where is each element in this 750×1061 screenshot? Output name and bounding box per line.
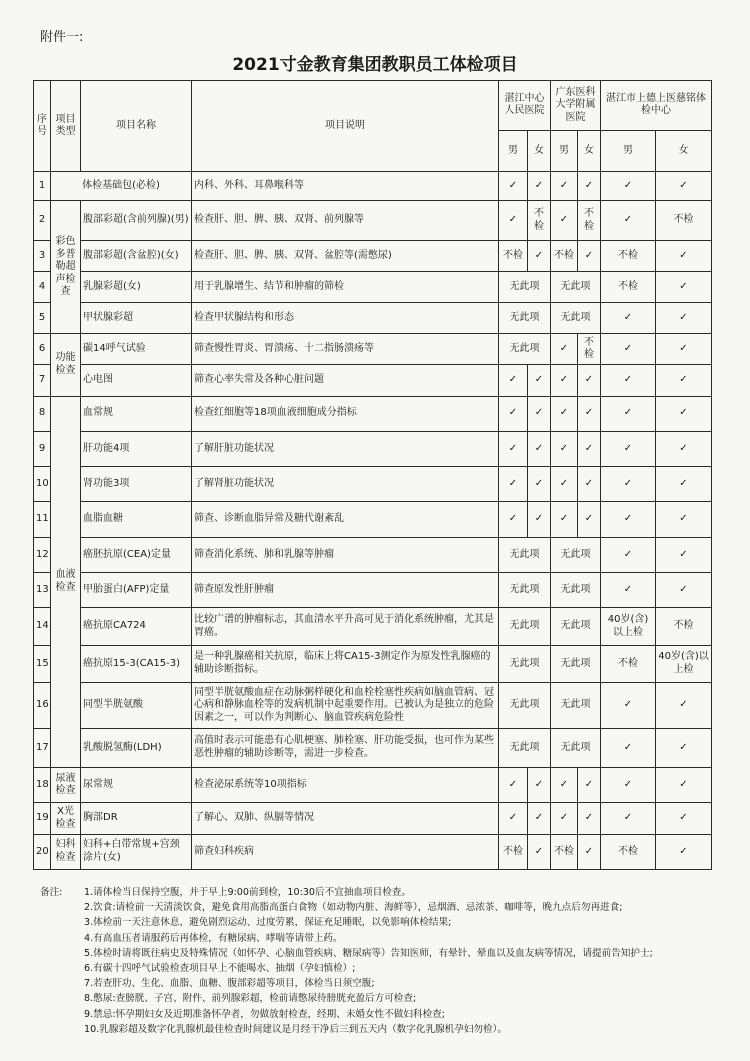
item-description: 筛查原发性肝肿瘤 xyxy=(192,573,499,608)
table-row xyxy=(34,396,712,431)
hospital-3-male: 不检 xyxy=(601,240,656,271)
item-description: 用于乳腺增生、结节和肿瘤的筛检 xyxy=(192,271,499,302)
notes-indent xyxy=(40,900,84,915)
hospital-3-male: ✓ xyxy=(601,334,656,365)
row-number: 18 xyxy=(34,768,51,803)
hospital-1-female: 不检 xyxy=(528,201,551,240)
note-item xyxy=(40,961,720,976)
hospital-1-value: 无此项 xyxy=(499,334,551,365)
hospital-3-female: 不检 xyxy=(656,608,712,645)
hospital-1-value: 无此项 xyxy=(499,271,551,302)
item-description: 筛查慢性胃炎、胃溃疡、十二指肠溃疡等 xyxy=(192,334,499,365)
hospital-1-female: ✓ xyxy=(528,467,551,502)
item-description: 检查甲状腺结构和形态 xyxy=(192,303,499,334)
hospital-2-male: ✓ xyxy=(551,334,578,365)
table-row xyxy=(34,240,712,271)
row-number: 1 xyxy=(34,172,51,201)
note-text: 7.若查肝功、生化、血脂、血糖、腹部彩超等项目，体检当日须空腹; xyxy=(84,978,375,990)
hospital-2-female: ✓ xyxy=(578,502,601,537)
hospital-2-female: ✓ xyxy=(578,240,601,271)
table-row xyxy=(34,645,712,682)
table-row xyxy=(34,728,712,767)
hospital-3-female: ✓ xyxy=(656,573,712,608)
note-text: 1.请体检当日保持空腹，并于早上9:00前到检，10:30后不宜抽血项目检查。 xyxy=(84,887,411,898)
hospital-1-male: ✓ xyxy=(499,365,528,396)
hospital-3-male: ✓ xyxy=(601,396,656,431)
item-name: 癌抗原CA724 xyxy=(81,608,192,645)
notes-indent xyxy=(40,946,84,961)
item-name: 甲状腺彩超 xyxy=(81,303,192,334)
note-item xyxy=(40,885,720,900)
hospital-3-male: ✓ xyxy=(601,172,656,201)
category-c19: X光检查 xyxy=(51,803,81,834)
note-text: 9.禁忌:怀孕期妇女及近期准备怀孕者，勿做放射检查，经期、未婚女性不做妇科检查; xyxy=(84,1008,445,1020)
row-number: 16 xyxy=(34,683,51,729)
hospital-2-female: 不检 xyxy=(578,334,601,365)
table-row xyxy=(34,573,712,608)
hospital-3-male: ✓ xyxy=(601,573,656,608)
hospital-2-male: 不检 xyxy=(551,834,578,869)
hospital-2-value: 无此项 xyxy=(551,683,601,729)
notes-indent xyxy=(40,915,84,930)
hospital-3-female: ✓ xyxy=(656,334,712,365)
category-c8: 血液检查 xyxy=(51,396,81,768)
hospital-3-male: ✓ xyxy=(601,537,656,572)
hospital-3-female: ✓ xyxy=(656,303,712,334)
row-number: 11 xyxy=(34,502,51,537)
hospital-3-female: ✓ xyxy=(656,834,712,869)
hospital-2-value: 无此项 xyxy=(551,271,601,302)
table-row xyxy=(34,834,712,869)
note-item xyxy=(40,931,720,946)
note-text: 8.憋尿:查膀胱、子宫、附件、前列腺彩超，检前请憋尿待膀胱充盈后方可检查; xyxy=(84,993,417,1005)
hospital-3-male: 不检 xyxy=(601,271,656,302)
note-text: 6.有碳十四呼气试验检查项目早上不能喝水、抽烟（孕妇慎检）; xyxy=(84,963,356,975)
item-description: 筛查、诊断血脂异常及糖代谢紊乱 xyxy=(192,502,499,537)
header-male-1: 男 xyxy=(499,130,528,172)
row-number: 17 xyxy=(34,728,51,767)
hospital-3-male: ✓ xyxy=(601,365,656,396)
page-title: 2021寸金教育集团教职员工体检项目 xyxy=(232,55,518,75)
hospital-1-male: ✓ xyxy=(499,803,528,834)
row-number: 20 xyxy=(34,834,51,869)
row-number: 15 xyxy=(34,645,51,682)
item-name: 肾功能3项 xyxy=(81,467,192,502)
hospital-1-value: 无此项 xyxy=(499,683,551,729)
hospital-3-female: ✓ xyxy=(656,172,712,201)
hospital-3-female: ✓ xyxy=(656,271,712,302)
item-description: 了解心、双肺、纵膈等情况 xyxy=(192,803,499,834)
hospital-1-female: ✓ xyxy=(528,803,551,834)
item-description: 是一种乳腺癌相关抗原，临床上将CA15-3测定作为原发性乳腺癌的辅助诊断指标。 xyxy=(192,645,499,682)
note-item xyxy=(40,991,720,1006)
category-c6: 功能检查 xyxy=(51,334,81,396)
row-number: 8 xyxy=(34,396,51,431)
row-number: 4 xyxy=(34,271,51,302)
header-hospital-2: 广东医科大学附属医院 xyxy=(551,81,601,131)
hospital-1-value: 无此项 xyxy=(499,573,551,608)
attachment-label: 附件一: xyxy=(40,30,84,45)
item-description: 比较广谱的肿瘤标志，其血清水平升高可见于消化系统肿瘤，尤其是胃癌。 xyxy=(192,608,499,645)
item-description: 了解肝脏功能状况 xyxy=(192,431,499,466)
hospital-2-value: 无此项 xyxy=(551,728,601,767)
item-description: 筛查心率失常及各种心脏问题 xyxy=(192,365,499,396)
hospital-1-value: 无此项 xyxy=(499,303,551,334)
hospital-3-female: 40岁(含)以上检 xyxy=(656,645,712,682)
category-c20: 妇科检查 xyxy=(51,834,81,869)
table-row xyxy=(34,608,712,645)
notes-indent xyxy=(40,931,84,946)
hospital-1-male: ✓ xyxy=(499,396,528,431)
row-number: 5 xyxy=(34,303,51,334)
hospital-1-male: ✓ xyxy=(499,467,528,502)
hospital-2-value: 无此项 xyxy=(551,303,601,334)
hospital-3-female: ✓ xyxy=(656,683,712,729)
table-row xyxy=(34,467,712,502)
table-row xyxy=(34,201,712,240)
item-name: 妇科+白带常规+宫颈涂片(女) xyxy=(81,834,192,869)
header-female-2: 女 xyxy=(578,130,601,172)
hospital-3-male: ✓ xyxy=(601,502,656,537)
header-desc: 项目说明 xyxy=(192,81,499,172)
header-male-2: 男 xyxy=(551,130,578,172)
hospital-3-male: ✓ xyxy=(601,683,656,729)
item-description: 检查红细胞等18项血液细胞成分指标 xyxy=(192,396,499,431)
hospital-3-female: 不检 xyxy=(656,201,712,240)
header-female-3: 女 xyxy=(656,130,712,172)
hospital-3-female: ✓ xyxy=(656,396,712,431)
notes-indent xyxy=(40,1022,84,1037)
hospital-2-male: 不检 xyxy=(551,240,578,271)
hospital-2-male: ✓ xyxy=(551,431,578,466)
hospital-2-male: ✓ xyxy=(551,467,578,502)
hospital-1-male: ✓ xyxy=(499,172,528,201)
hospital-1-female: ✓ xyxy=(528,431,551,466)
hospital-1-value: 无此项 xyxy=(499,728,551,767)
hospital-3-female: ✓ xyxy=(656,728,712,767)
table-row xyxy=(34,431,712,466)
item-name: 肝功能4项 xyxy=(81,431,192,466)
item-description: 了解肾脏功能状况 xyxy=(192,467,499,502)
item-name: 尿常规 xyxy=(81,768,192,803)
header-no: 序号 xyxy=(34,81,51,172)
row-number: 10 xyxy=(34,467,51,502)
header-male-3: 男 xyxy=(601,130,656,172)
table-row xyxy=(34,537,712,572)
hospital-3-female: ✓ xyxy=(656,431,712,466)
hospital-2-female: ✓ xyxy=(578,365,601,396)
hospital-1-male: ✓ xyxy=(499,431,528,466)
hospital-1-female: ✓ xyxy=(528,365,551,396)
note-text: 3.体检前一天注意休息，避免剧烈运动、过度劳累，保证充足睡眠，以免影响体检结果; xyxy=(84,917,452,929)
row-number: 19 xyxy=(34,803,51,834)
hospital-2-value: 无此项 xyxy=(551,573,601,608)
hospital-2-female: ✓ xyxy=(578,803,601,834)
category-c2: 彩色多普勒超声检查 xyxy=(51,201,81,334)
hospital-3-female: ✓ xyxy=(656,502,712,537)
hospital-2-male: ✓ xyxy=(551,803,578,834)
item-description: 内科、外科、耳鼻喉科等 xyxy=(192,172,499,201)
hospital-1-value: 无此项 xyxy=(499,645,551,682)
header-name: 项目名称 xyxy=(81,81,192,172)
notes-indent xyxy=(40,1007,84,1022)
hospital-1-female: ✓ xyxy=(528,240,551,271)
row-number: 9 xyxy=(34,431,51,466)
hospital-1-male: 不检 xyxy=(499,834,528,869)
note-text: 2.饮食:请检前一天清淡饮食，避免食用高脂高蛋白食物（如动物内脏、海鲜等），忌烟酒、忌浓茶、咖啡等，晚九点后勿再进食; xyxy=(84,902,623,914)
hospital-1-male: 不检 xyxy=(499,240,528,271)
item-name: 腹部彩超(含盆腔)(女) xyxy=(81,240,192,271)
hospital-3-female: ✓ xyxy=(656,768,712,803)
hospital-1-value: 无此项 xyxy=(499,608,551,645)
hospital-2-value: 无此项 xyxy=(551,537,601,572)
hospital-2-female: ✓ xyxy=(578,768,601,803)
table-row xyxy=(34,334,712,365)
item-description: 检查泌尿系统等10项指标 xyxy=(192,768,499,803)
hospital-3-male: 不检 xyxy=(601,834,656,869)
notes-indent xyxy=(40,976,84,991)
hospital-2-value: 无此项 xyxy=(551,645,601,682)
hospital-3-male: ✓ xyxy=(601,728,656,767)
hospital-2-female: 不检 xyxy=(578,201,601,240)
hospital-1-female: ✓ xyxy=(528,768,551,803)
item-name: 碳14呼气试验 xyxy=(81,334,192,365)
hospital-3-female: ✓ xyxy=(656,537,712,572)
item-name: 甲胎蛋白(AFP)定量 xyxy=(81,573,192,608)
notes-indent xyxy=(40,991,84,1006)
hospital-3-female: ✓ xyxy=(656,803,712,834)
header-type: 项目类型 xyxy=(51,81,81,172)
hospital-3-male: ✓ xyxy=(601,201,656,240)
item-name: 腹部彩超(含前列腺)(男) xyxy=(81,201,192,240)
exam-table xyxy=(33,80,712,870)
row-number: 6 xyxy=(34,334,51,365)
notes-section xyxy=(40,885,720,1037)
hospital-2-male: ✓ xyxy=(551,396,578,431)
item-name: 血常规 xyxy=(81,396,192,431)
row-number: 2 xyxy=(34,201,51,240)
hospital-3-male: ✓ xyxy=(601,768,656,803)
item-description: 筛查妇科疾病 xyxy=(192,834,499,869)
table-row xyxy=(34,803,712,834)
table-row xyxy=(34,768,712,803)
hospital-2-female: ✓ xyxy=(578,396,601,431)
table-row xyxy=(34,303,712,334)
row-number: 3 xyxy=(34,240,51,271)
item-name: 血脂血糖 xyxy=(81,502,192,537)
hospital-2-female: ✓ xyxy=(578,467,601,502)
hospital-2-male: ✓ xyxy=(551,172,578,201)
note-item xyxy=(40,915,720,930)
hospital-3-female: ✓ xyxy=(656,365,712,396)
table-row xyxy=(34,365,712,396)
hospital-2-value: 无此项 xyxy=(551,608,601,645)
hospital-1-female: ✓ xyxy=(528,396,551,431)
hospital-1-male: ✓ xyxy=(499,201,528,240)
item-name: 心电图 xyxy=(81,365,192,396)
hospital-2-male: ✓ xyxy=(551,502,578,537)
note-item xyxy=(40,976,720,991)
note-item xyxy=(40,1007,720,1022)
item-name: 乳腺彩超(女) xyxy=(81,271,192,302)
hospital-2-male: ✓ xyxy=(551,201,578,240)
item-description: 同型半胱氨酸血症在动脉粥样硬化和血栓栓塞性疾病如脑血管病、冠心病和静脉血栓等的发病机制中起重要作用。已被认为是独立的危险因素之一，可以作为判断心、脑血管疾病危险性 xyxy=(192,683,499,729)
category-c18: 尿液检查 xyxy=(51,768,81,803)
item-description: 高值时表示可能患有心肌梗塞、肺栓塞、肝功能受损，也可作为某些恶性肿瘤的辅助诊断等，需进一步检查。 xyxy=(192,728,499,767)
item-name: 胸部DR xyxy=(81,803,192,834)
hospital-1-value: 无此项 xyxy=(499,537,551,572)
row-number: 12 xyxy=(34,537,51,572)
table-row xyxy=(34,172,712,201)
hospital-2-female: ✓ xyxy=(578,431,601,466)
hospital-3-female: ✓ xyxy=(656,240,712,271)
hospital-2-female: ✓ xyxy=(578,172,601,201)
table-row xyxy=(34,502,712,537)
note-item xyxy=(40,900,720,915)
item-name: 癌抗原15-3(CA15-3) xyxy=(81,645,192,682)
header-hospital-3: 湛江市上德上医慈铭体检中心 xyxy=(601,81,712,131)
item-description: 检查肝、胆、脾、胰、双肾、盆腔等(需憋尿) xyxy=(192,240,499,271)
hospital-3-male: ✓ xyxy=(601,431,656,466)
hospital-3-male: ✓ xyxy=(601,467,656,502)
note-text: 10.乳腺彩超及数字化乳腺机最佳检查时间建议是月经干净后三到五天内（数字化乳腺机孕妇勿检）。 xyxy=(84,1023,507,1035)
notes-indent xyxy=(40,961,84,976)
header-female-1: 女 xyxy=(528,130,551,172)
item-name: 乳酸脱氢酶(LDH) xyxy=(81,728,192,767)
note-item xyxy=(40,1022,720,1037)
item-description: 检查肝、胆、脾、胰、双肾、前列腺等 xyxy=(192,201,499,240)
hospital-1-female: ✓ xyxy=(528,834,551,869)
item-name: 体检基础包(必检) xyxy=(51,172,192,201)
hospital-2-male: ✓ xyxy=(551,365,578,396)
note-item xyxy=(40,946,720,961)
hospital-1-male: ✓ xyxy=(499,502,528,537)
note-text: 5.体检时请将既往病史及特殊情况（如怀孕、心脑血管疾病、糖尿病等）告知医师，有晕针、晕血以及血友病等情况，请提前告知护士; xyxy=(84,947,653,959)
hospital-1-female: ✓ xyxy=(528,502,551,537)
header-hospital-1: 湛江中心人民医院 xyxy=(499,81,551,131)
hospital-3-male: ✓ xyxy=(601,803,656,834)
hospital-3-male: 不检 xyxy=(601,645,656,682)
row-number: 7 xyxy=(34,365,51,396)
row-number: 13 xyxy=(34,573,51,608)
hospital-3-male: 40岁(含)以上检 xyxy=(601,608,656,645)
hospital-1-female: ✓ xyxy=(528,172,551,201)
item-description: 筛查消化系统、肺和乳腺等肿瘤 xyxy=(192,537,499,572)
note-text: 4.有高血压者请服药后再体检，有糖尿病、哮喘等请带上药。 xyxy=(84,932,343,944)
hospital-3-female: ✓ xyxy=(656,467,712,502)
item-name: 癌胚抗原(CEA)定量 xyxy=(81,537,192,572)
item-name: 同型半胱氨酸 xyxy=(81,683,192,729)
table-row xyxy=(34,683,712,729)
notes-label: 备注: xyxy=(40,887,63,898)
table-row xyxy=(34,271,712,302)
hospital-1-male: ✓ xyxy=(499,768,528,803)
hospital-2-male: ✓ xyxy=(551,768,578,803)
hospital-2-female: ✓ xyxy=(578,834,601,869)
hospital-3-male: ✓ xyxy=(601,303,656,334)
row-number: 14 xyxy=(34,608,51,645)
